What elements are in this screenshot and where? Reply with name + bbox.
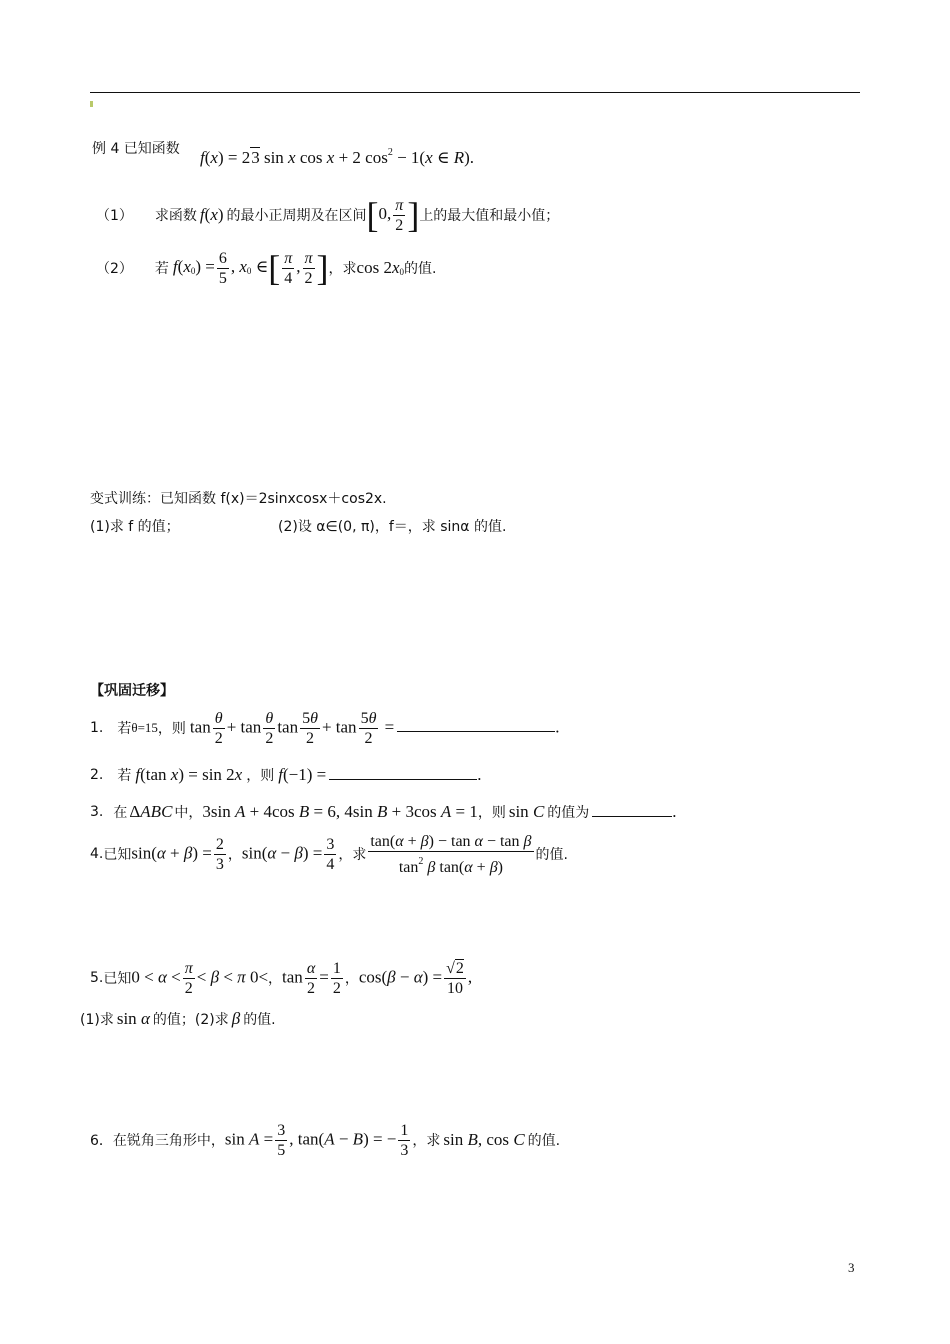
p2-b: ，则 xyxy=(246,768,275,784)
p1-num: 1. xyxy=(90,720,104,736)
p5-line2b: 的值；(2)求 xyxy=(152,1012,229,1028)
problem-5-line2: (1)求 sin α 的值；(2)求 β 的值. xyxy=(80,1009,276,1028)
p1-theta: θ=15 xyxy=(131,720,158,735)
p3-num: 3. xyxy=(90,804,104,820)
example4-formula: f(x) = 23 sin x cos x + 2 $\cos^2 - 1(x$ ∈ R). xyxy=(200,147,475,167)
p4-d: 的值. xyxy=(535,847,568,863)
problem-3: 3. 在 ΔABC 中， 3sin A + 4cos B = 6, 4sin B + 3cos A = 1 ，则 sin C 的值为 . xyxy=(90,802,677,821)
p4-c: ，求 xyxy=(338,847,367,863)
p5-line2c: 的值. xyxy=(243,1012,276,1028)
q2-text-c: 的值. xyxy=(404,261,437,277)
p6-b: ，求 xyxy=(412,1133,441,1149)
q1-text-c: 上的最大值和最小值； xyxy=(419,208,560,224)
p2-num: 2. xyxy=(90,767,104,783)
problem-2: 2. 若 f(tan x) = sin 2x ，则 f(−1) = . xyxy=(90,765,482,784)
consolidate-title: 【巩固迁移】 xyxy=(90,683,174,699)
corner-mark xyxy=(90,101,93,107)
q1-text-a: 求函数 xyxy=(154,208,197,224)
example4-heading: 例 4 已知函数 xyxy=(92,141,180,157)
p5-c: ， xyxy=(344,971,359,987)
p2-a: 若 xyxy=(117,768,132,784)
p1-a: 若 xyxy=(117,721,132,737)
problem-4: 4. 已知 sin(α + β) = $\frac{2}{3}$ ， sin(α − β) = $\frac{3}{4}$ ，求 $\frac{\text{tan(α + β) − tan α − tan β}}{\tan^2 \beta \tan(\alpha + \beta)}$ 的值. xyxy=(90,832,568,876)
p3-a: 在 xyxy=(113,805,128,821)
p5-num: 5. xyxy=(90,970,104,986)
p4-a: 已知 xyxy=(103,847,132,863)
variant-q1: (1)求 f 的值； xyxy=(90,519,180,535)
example4-q2: （2） 若 $f(x_0)$ = $\frac{6}{5}$ , $x_0$ ∈[ $\frac{\pi}{4}$ , $\frac{\pi}{2}$ ] ，求 $\cos 2x_0$ 的值. xyxy=(96,248,437,288)
p3-c: ，则 xyxy=(477,805,506,821)
q1-text-b: 的最小正周期及在区间 xyxy=(226,208,367,224)
p6-a: 在锐角三角形中， xyxy=(112,1133,225,1149)
p5-b: ， xyxy=(268,971,283,987)
p5-a: 已知 xyxy=(103,971,132,987)
p5-line2a: (1)求 xyxy=(80,1012,114,1028)
p4-num: 4. xyxy=(90,846,104,862)
q2-text-b: ，求 xyxy=(328,261,357,277)
q1-label: （1） xyxy=(96,208,133,224)
problem-6: 6． 在锐角三角形中， sin A = $\frac{3}{5}$ , tan(A − B) = − $\frac{1}{3}$ ，求 sin B, cos C 的值. xyxy=(90,1121,561,1159)
top-rule xyxy=(90,92,860,93)
variant-line1: 变式训练：已知函数 f(x)＝2sinxcosx＋cos2x. xyxy=(90,491,387,507)
p6-c: 的值. xyxy=(527,1133,561,1149)
problem-1: 1. 若 θ=15 ，则 tan $\frac{\theta}{2}$ + tan $\frac{\theta}{2}$ tan $\frac{5\theta}{2}$ + tan $\frac{5\theta}{2}$ = . xyxy=(90,709,560,747)
example4-q1: （1） 求函数 f(x) 的最小正周期及在区间 [0, $\frac{\pi}{2}$ ] 上的最大值和最小值； xyxy=(96,195,560,235)
variant-q2: (2)设 α∈(0, π)，f＝，求 sinα 的值. xyxy=(278,519,507,535)
q2-text-a: 若 xyxy=(154,261,169,277)
p4-b: ， xyxy=(227,847,242,863)
problem-5: 5. 已知 0 < α < $\frac{\pi}{2}$ < β < π 0< ， tan $\frac{\alpha}{2}$ = $\frac{1}{2}$ ， cos(β − α) = $\frac{√2}{10}$ , xyxy=(90,959,473,997)
p6-num: 6． xyxy=(90,1133,113,1149)
q2-label: （2） xyxy=(96,261,133,277)
p3-b: 中， xyxy=(174,805,203,821)
p1-b: ，则 xyxy=(157,721,186,737)
p3-d: 的值为 xyxy=(547,805,590,821)
page-number: 3 xyxy=(848,1260,855,1275)
